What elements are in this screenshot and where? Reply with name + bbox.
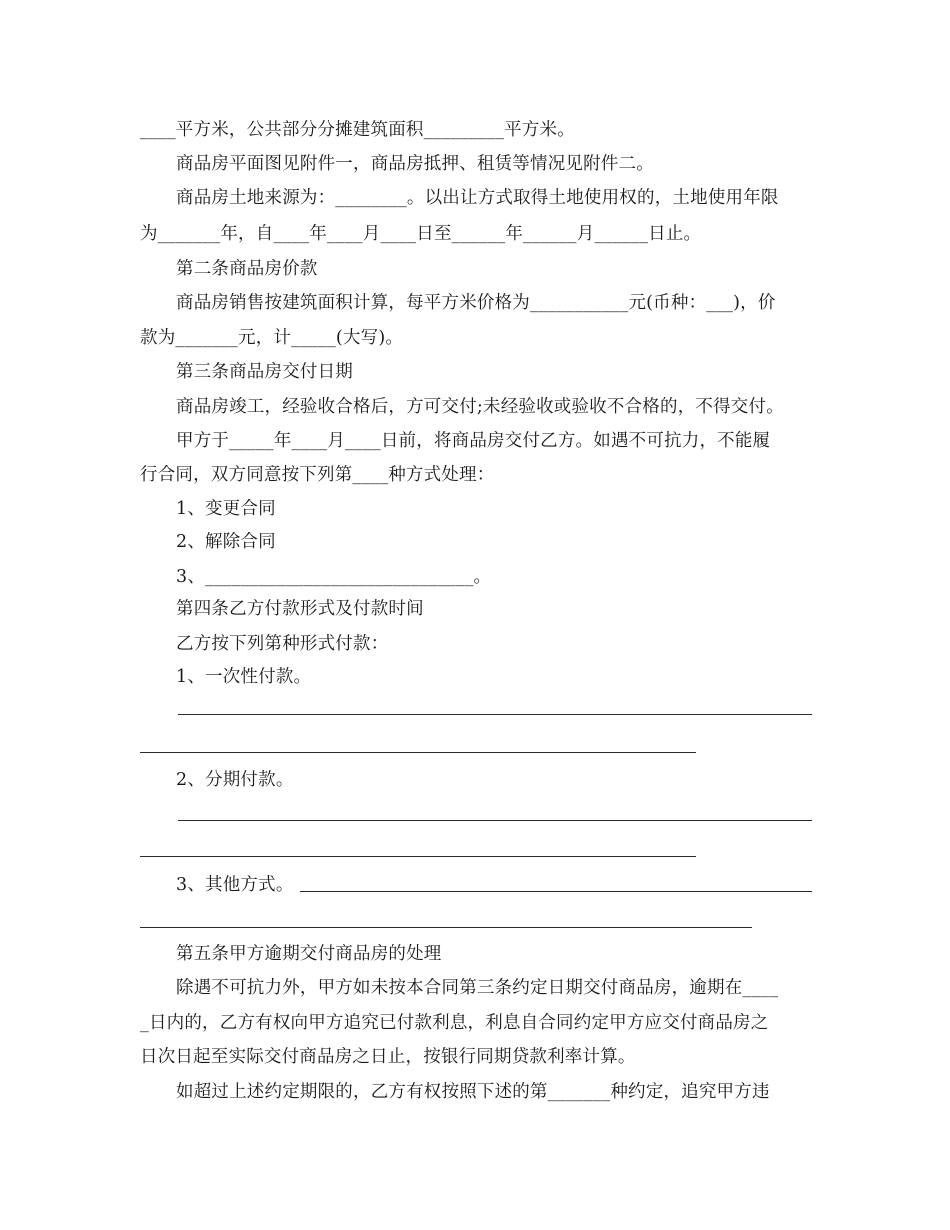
text-line: ____平方米，公共部分分摊建筑面积_________平方米。	[140, 120, 575, 140]
text-line: 甲方于_____年____月____日前，将商品房交付乙方。如遇不可抗力，不能履	[176, 431, 771, 451]
blank-line	[178, 714, 812, 715]
blank-line	[300, 891, 812, 892]
list-item: 1、一次性付款。	[176, 667, 312, 687]
text-line: 商品房销售按建筑面积计算，每平方米价格为___________元(币种：___)，价	[176, 293, 776, 313]
text-line: 如超过上述约定期限的，乙方有权按照下述的第_______种约定，追究甲方违	[176, 1082, 770, 1102]
list-item: 2、分期付款。	[176, 770, 294, 790]
list-item: 3、______________________________。	[176, 567, 492, 587]
blank-line	[140, 752, 696, 753]
list-item: 2、解除合同	[176, 532, 276, 552]
list-item: 1、变更合同	[176, 499, 276, 519]
section-heading: 第二条商品房价款	[176, 259, 318, 279]
text-line: 商品房平面图见附件一，商品房抵押、租赁等情况见附件二。	[176, 154, 654, 174]
blank-line	[178, 820, 812, 821]
blank-line	[140, 856, 696, 857]
text-line: 行合同，双方同意按下列第____种方式处理：	[140, 465, 495, 485]
text-line: 商品房竣工，经验收合格后，方可交付;未经验收或验收不合格的，不得交付。	[176, 397, 784, 417]
list-item: 3、其他方式。	[176, 875, 294, 895]
text-line: 乙方按下列第种形式付款：	[176, 634, 389, 654]
section-heading: 第四条乙方付款形式及付款时间	[176, 599, 424, 619]
text-line: 为_______年，自____年____月____日至______年______月______日止。	[140, 224, 702, 244]
text-line: _日内的，乙方有权向甲方追究已付款利息，利息自合同约定甲方应交付商品房之	[140, 1013, 769, 1033]
text-line: 除遇不可抗力外，甲方如未按本合同第三条约定日期交付商品房，逾期在____	[176, 978, 779, 998]
section-heading: 第三条商品房交付日期	[176, 362, 353, 382]
section-heading: 第五条甲方逾期交付商品房的处理	[176, 944, 442, 964]
blank-line	[140, 927, 752, 928]
text-line: 款为_______元，计_____(大写)。	[140, 328, 404, 348]
text-line: 商品房土地来源为：________。以出让方式取得土地使用权的，土地使用年限	[176, 188, 779, 208]
text-line: 日次日起至实际交付商品房之日止，按银行同期贷款利率计算。	[140, 1047, 636, 1067]
